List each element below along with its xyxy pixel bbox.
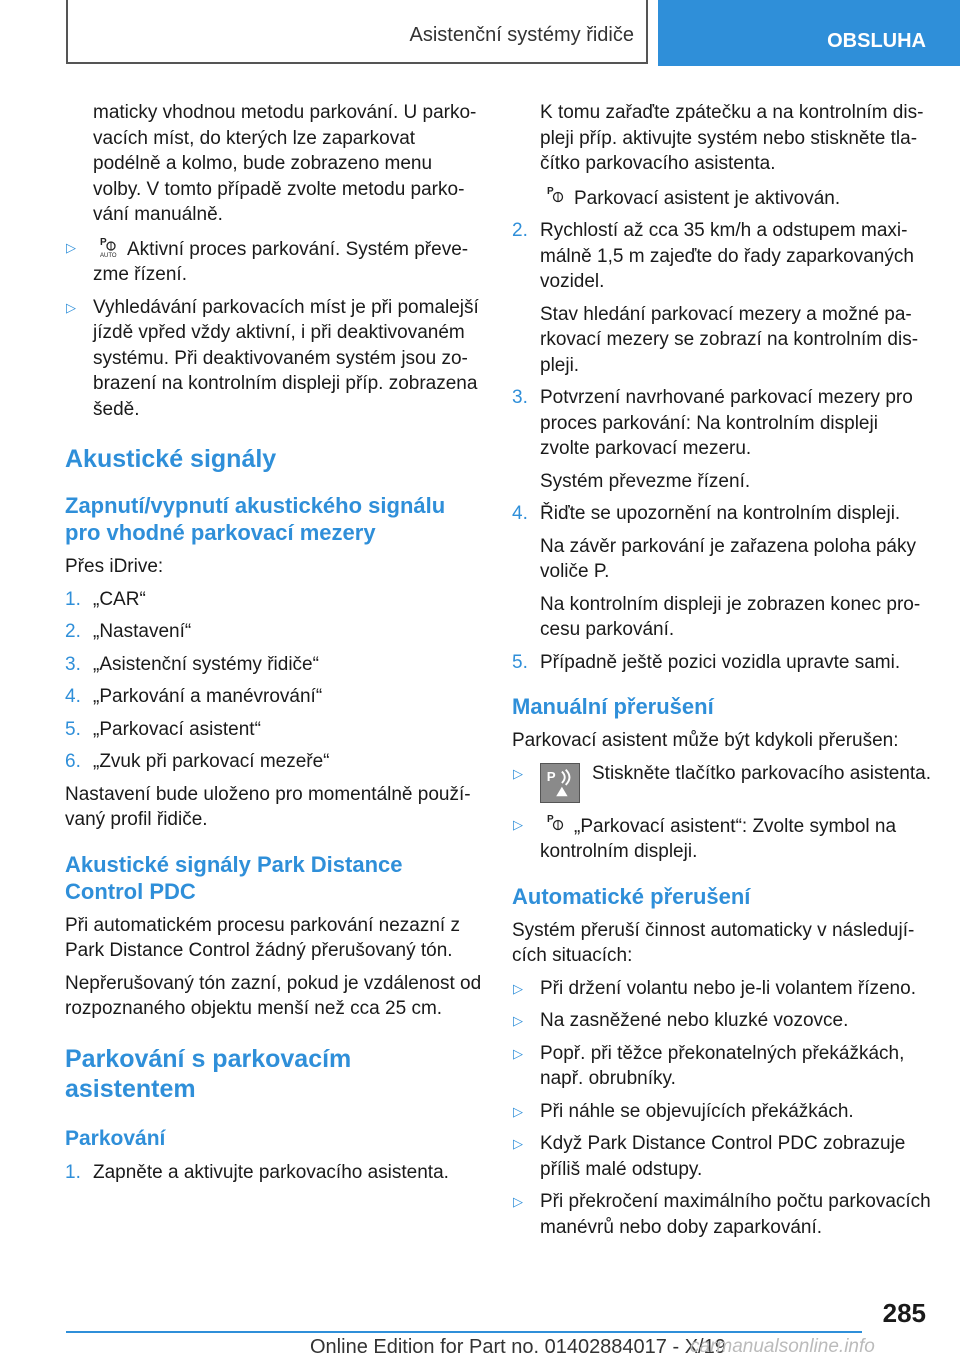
page-header (0, 0, 960, 66)
parking-step: 5. Případně ještě pozici vozidla upravte sami. (512, 651, 901, 673)
list-item: ▷ Při náhle se objevujících překážkách. (512, 1099, 932, 1125)
watermark: carmanualsonline.info (690, 1336, 875, 1357)
pdc-paragraph: Nepřerušovaný tón zazní, pokud je vzdálenost od rozpoznaného objektu menší než cca 25 cm. (65, 972, 482, 1019)
list-item: ▷ Při držení volantu nebo je-li volantem řízeno. (512, 976, 932, 1002)
list-item: ▷ P Stiskněte tlačítko parkovacího asistenta. (512, 761, 932, 805)
header-section-box (66, 0, 648, 64)
step-note: Na závěr parkování je zařazena poloha páky voliče P. (540, 535, 917, 582)
heading-manual-interrupt: Manuální přerušení (512, 694, 714, 719)
list-item: ▷ P „Parkovací asistent“: Zvolte symbol na kontrolním displeji. (513, 813, 897, 862)
park-assist-icon (546, 812, 566, 836)
park-assist-button-icon (540, 763, 580, 803)
triangle-bullet-icon: ▷ (513, 816, 523, 832)
section-title: Asistenční systémy řidiče (409, 24, 634, 46)
manual-paragraph: Parkovací asistent může být kdykoli přerušen: (512, 730, 899, 751)
footer-divider (66, 1331, 862, 1333)
parking-step: 1. Zapněte a aktivujte parkovacího asistenta. (65, 1161, 449, 1183)
chapter-tab-label: OBSLUHA (827, 30, 926, 52)
left-column (65, 100, 483, 1192)
svg-text:P: P (546, 768, 556, 784)
parking-step: 4. Řiďte se upozornění na kontrolním displeji. (512, 503, 901, 524)
triangle-bullet-icon: ▷ (66, 299, 76, 315)
svg-text:P: P (547, 185, 554, 197)
svg-text:AUTO: AUTO (100, 252, 117, 259)
page-number: 285 (882, 1298, 926, 1328)
menu-step: 4. „Parkování a manévrování“ (65, 686, 323, 707)
park-assist-icon (546, 184, 566, 208)
step-note: Stav hledání parkovací mezery a možné parkovací mezery se zobrazí na kontrolním displeji. (540, 303, 919, 376)
list-item: ▷ Popř. při těžce překonatelných překážkách, např. obrubníky. (513, 1042, 905, 1089)
parking-step: 2. Rychlostí až cca 35 km/h a odstupem maximálně 1,5 m zajeďte do řady zaparkovaných vozidel. (512, 220, 914, 292)
triangle-bullet-icon: ▷ (513, 765, 523, 781)
list-item: ▷ Na zasněžené nebo kluzké vozovce. (512, 1008, 932, 1034)
settings-saved-note: Nastavení bude uloženo pro momentálně používaný profil řidiče. (65, 783, 471, 830)
triangle-bullet-icon: ▷ (513, 980, 523, 996)
continued-paragraph: K tomu zařaďte zpátečku a na kontrolním displeji příp. aktivujte systém nebo stiskněte tlačítko parkovacího asistenta. (540, 102, 924, 174)
list-item: ▷ Když Park Distance Control PDC zobrazuje příliš malé odstupy. (513, 1133, 906, 1180)
edition-text: Online Edition for Part no. 01402884017 - X/19 (310, 1336, 726, 1358)
menu-step: 1. „CAR“ (65, 588, 146, 610)
heading-pdc-signals: Akustické signály Park Distance Control PDC (65, 851, 403, 904)
auto-paragraph: Systém přeruší činnost automaticky v následujících situacích: (512, 919, 915, 966)
triangle-bullet-icon: ▷ (513, 1103, 523, 1119)
heading-parking: Parkování (65, 1126, 166, 1150)
heading-auto-interrupt: Automatické přerušení (512, 883, 751, 909)
heading-parking-assistant: Parkování s parkovacím asistentem (65, 1044, 352, 1103)
menu-step: 6. „Zvuk při parkovací mezeře“ (65, 751, 330, 772)
menu-step: 2. „Nastavení“ (65, 621, 192, 642)
list-item (65, 235, 483, 288)
via-idrive: Přes iDrive: (65, 556, 164, 577)
triangle-bullet-icon: ▷ (513, 1045, 523, 1061)
heading-acoustic-signals: Akustické signály (65, 445, 277, 473)
svg-text:P: P (100, 236, 107, 248)
icon-line: P Parkovací asistent je aktivován. (547, 185, 841, 209)
list-item (65, 295, 483, 423)
step-note: Systém převezme řízení. (540, 470, 751, 492)
triangle-bullet-icon: ▷ (513, 1013, 523, 1028)
park-assist-auto-icon (99, 235, 119, 259)
bullet-text: Aktivní proces parkování. Systém převezme řízení. (93, 238, 469, 285)
chapter-tab[interactable] (658, 0, 960, 66)
list-item: ▷ Při překročení maximálního počtu parkovacích manévrů nebo doby zaparkování. (513, 1191, 931, 1238)
triangle-bullet-icon: ▷ (513, 1136, 523, 1151)
step-note: Na kontrolním displeji je zobrazen konec procesu parkování. (540, 593, 921, 640)
menu-step: 5. „Parkovací asistent“ (65, 718, 261, 740)
triangle-bullet-icon: ▷ (66, 239, 76, 255)
heading-toggle-signal: Zapnutí/vypnutí akustického signálu pro vhodné parkovací mezery (65, 493, 446, 545)
menu-step: 3. „Asistenční systémy řidiče“ (65, 653, 319, 675)
pdc-paragraph: Při automatickém procesu parkování nezazní z Park Distance Control žádný přerušovaný tón. (65, 914, 460, 961)
continued-paragraph: maticky vhodnou metodu parkování. U parkovacích míst, do kterých lze zaparkovat podélně a kolmo, bude zobrazeno menu volby. V tomto případě zvolte metodu parkování manuálně. (93, 102, 477, 225)
right-column (512, 100, 932, 1247)
svg-text:P: P (547, 813, 554, 825)
parking-step: 3. Potvrzení navrhované parkovací mezery pro proces parkování: Na kontrolním displeji zvolte parkovací mezeru. (512, 387, 913, 459)
triangle-bullet-icon: ▷ (513, 1194, 523, 1209)
bullet-text: Vyhledávání parkovacích míst je při pomalejší jízdě vpřed vždy aktivní, i při deaktivovaném systému. Při deaktivovaném systém jsou zobrazení na kontrolním displeji příp. zobrazena šedě. (93, 296, 479, 420)
